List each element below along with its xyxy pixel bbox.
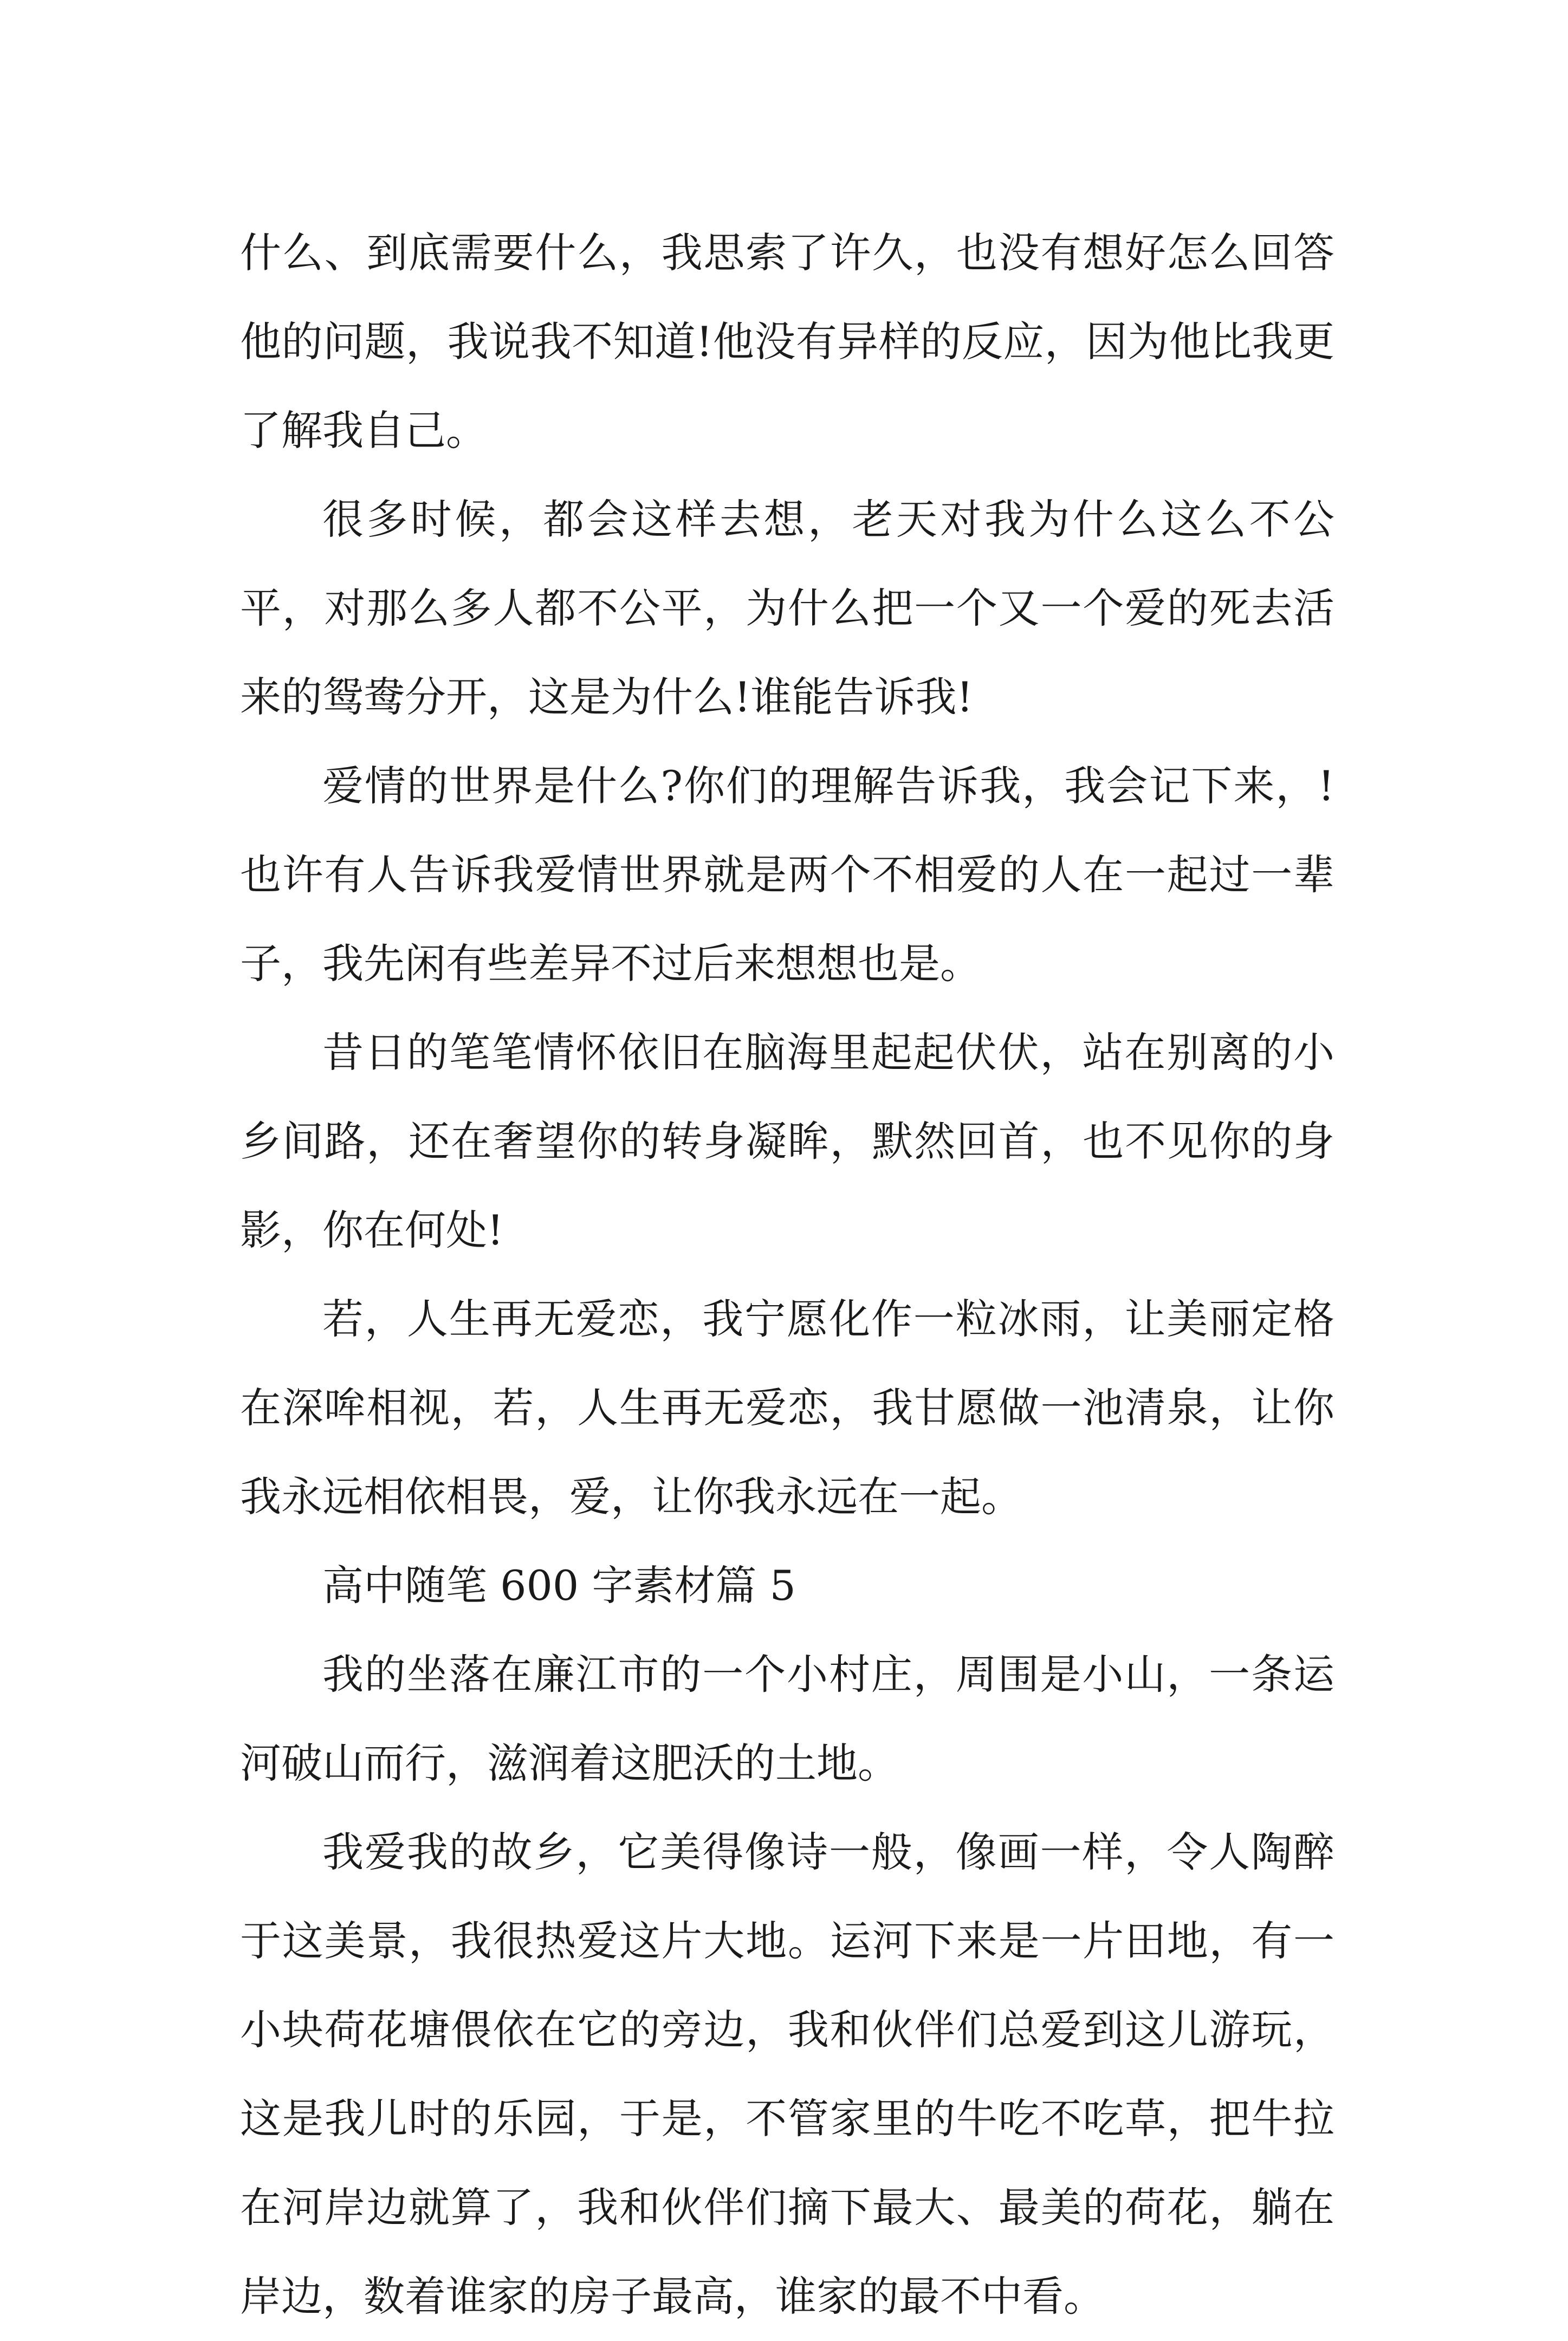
paragraph-3: 爱情的世界是什么?你们的理解告诉我，我会记下来，!也许有人告诉我爱情世界就是两个不相爱的人在一起过一辈子，我先闲有些差异不过后来想想也是。 — [240, 762, 1334, 988]
paragraph-4: 昔日的笔笔情怀依旧在脑海里起起伏伏，站在别离的小乡间路，还在奢望你的转身凝眸，默然回首，也不见你的身影，你在何处! — [240, 1028, 1334, 1254]
section-heading: 高中随笔 600 字素材篇 5 — [322, 1561, 796, 1610]
paragraph-5: 若，人生再无爱恋，我宁愿化作一粒冰雨，让美丽定格在深哞相视，若，人生再无爱恋，我甘愿做一池清泉，让你我永远相依相畏，爱，让你我永远在一起。 — [240, 1295, 1334, 1521]
paragraph-1: 什么、到底需要什么，我思索了许久，也没有想好怎么回答他的问题，我说我不知道!他没有异样的反应，因为他比我更了解我自己。 — [240, 229, 1334, 455]
paragraph-7: 我爱我的故乡，它美得像诗一般，像画一样，令人陶醉于这美景，我很热爱这片大地。运河下来是一片田地，有一小块荷花塘偎依在它的旁边，我和伙伴们总爱到这儿游玩，这是我儿时的乐园，于是，不管家里的牛吃不吃草，把牛拉在河岸边就算了，我和伙伴们摘下最大、最美的荷花，躺在岸边，数着谁家的房子最高，谁家的最不中看。 — [240, 1828, 1334, 2320]
paragraph-6: 我的坐落在廉江市的一个小村庄，周围是小山，一条运河破山而行，滋润着这肥沃的土地。 — [240, 1650, 1334, 1787]
document-body — [240, 209, 1334, 2341]
paragraph-2: 很多时候，都会这样去想，老天对我为什么这么不公平，对那么多人都不公平，为什么把一个又一个爱的死去活来的鸳鸯分开，这是为什么!谁能告诉我! — [240, 495, 1334, 721]
